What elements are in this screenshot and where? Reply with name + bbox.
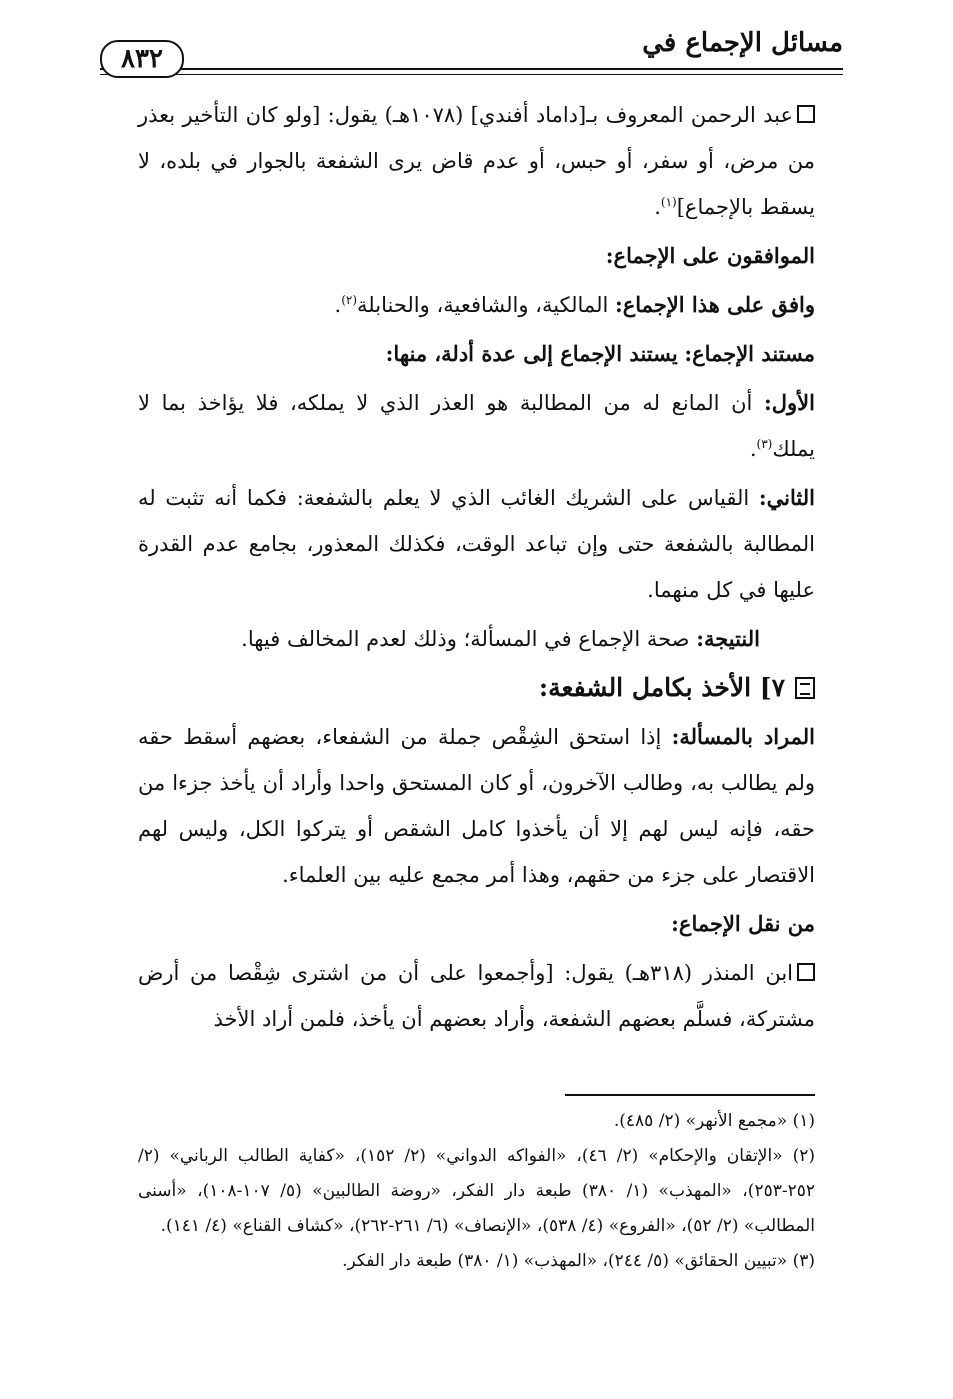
page-number: ٨٣٢ [100, 40, 184, 78]
agree-end: . [334, 293, 342, 317]
quote-2-text: ابن المنذر (٣١٨هـ) يقول: [وأجمعوا على أن من اشترى شِقْصا من أرض مشتركة، فسلَّم بعضهم الشفعة، وأراد بعضهم أن يأخذ، فلمن أراد الأخذ [138, 961, 815, 1031]
checkbox-square-icon [797, 963, 815, 981]
paragraph-second [138, 475, 815, 613]
header-rule [100, 68, 843, 75]
second-text: القياس على الشريك الغائب الذي لا يعلم بالشفعة: فكما أنه تثبت له المطالبة بالشفعة حتى وإن تباعد الوقت، فكذلك المعذور، بجامع عدم القدرة عليها في كل منهما. [138, 486, 815, 602]
meaning-label: المراد بالمسألة: [671, 724, 816, 749]
agree-label: وافق على هذا الإجماع: [615, 292, 815, 317]
footnote-ref-2: (٢) [341, 293, 358, 307]
document-icon [795, 677, 815, 699]
main-text [138, 92, 815, 1045]
running-title: مسائل الإجماع في [642, 28, 843, 58]
page-header [100, 22, 843, 82]
paragraph-quote-1 [138, 92, 815, 230]
footnote-rule [565, 1094, 815, 1096]
second-label: الثاني: [758, 485, 815, 510]
paragraph-result [138, 616, 815, 662]
footnote-ref-1: (١) [660, 195, 677, 209]
quote-1-text: عبد الرحمن المعروف بـ[داماد أفندي] (١٠٧٨هـ) يقول: [ولو كان التأخير بعذر من مرض، أو سفر، أو حبس، أو عدم قاض يرى الشفعة بالجوار في بلده، لا يسقط بالإجماع] [138, 103, 815, 219]
first-end: . [749, 437, 757, 461]
quote-1-end: . [654, 195, 661, 219]
basis-text: يستند الإجماع إلى عدة أدلة، منها: [385, 341, 678, 366]
result-text: صحة الإجماع في المسألة؛ وذلك لعدم المخالف فيها. [241, 627, 690, 651]
transmit-heading: من نقل الإجماع: [671, 911, 815, 936]
agree-text: المالكية، والشافعية، والحنابلة [357, 293, 609, 317]
agree-heading: الموافقون على الإجماع: [605, 243, 815, 268]
paragraph-quote-2 [138, 950, 815, 1042]
meaning-text: إذا استحق الشِقْص جملة من الشفعاء، بعضهم أسقط حقه ولم يطالب به، وطالب الآخرون، أو كان المستحق واحدا وأراد أن يأخذ جزءا من حقه، فإنه ليس لهم إلا أن يأخذوا كامل الشقص أو يتركوا الكل، وليس لهم الاقتصار على جزء من حقهم، وهذا أمر مجمع عليه بين العلماء. [138, 725, 815, 887]
result-label: النتيجة: [696, 626, 760, 651]
first-text: أن المانع له من المطالبة هو العذر الذي لا يملكه، فلا يؤاخذ بما لا يملك [138, 391, 815, 461]
section-heading [138, 665, 815, 711]
footnotes [138, 1104, 815, 1279]
paragraph-meaning [138, 714, 815, 898]
paragraph-agree [138, 282, 815, 328]
paragraph-basis [138, 331, 815, 377]
basis-label: مستند الإجماع: [684, 341, 815, 366]
checkbox-square-icon [797, 105, 815, 123]
footnote-3: (٣) «تبيين الحقائق» (٥/ ٢٤٤)، «المهذب» (١/ ٣٨٠) طبعة دار الفكر. [342, 1251, 815, 1271]
footnote-ref-3: (٣) [756, 437, 773, 451]
footnote-2: (٢) «الإتقان والإحكام» (٢/ ٤٦)، «الفواكه الدواني» (٢/ ١٥٢)، «كفاية الطالب الرباني» (٢/ ٢٥٢-٢٥٣)، «المهذب» (١/ ٣٨٠) طبعة دار الفكر، «روضة الطالبين» (٥/ ١٠٧-١٠٨)، «أسنى المطالب» (٢/ ٥٢)، «الفروع» (٤/ ٥٣٨)، «الإنصاف» (٦/ ٢٦١-٢٦٢)، «كشاف القناع» (٤/ ١٤١). [138, 1146, 815, 1236]
section-heading-text: ٧] الأخذ بكامل الشفعة: [538, 673, 785, 702]
footnote-1: (١) «مجمع الأنهر» (٢/ ٤٨٥). [613, 1111, 815, 1131]
paragraph-first [138, 380, 815, 472]
first-label: الأول: [764, 390, 815, 415]
